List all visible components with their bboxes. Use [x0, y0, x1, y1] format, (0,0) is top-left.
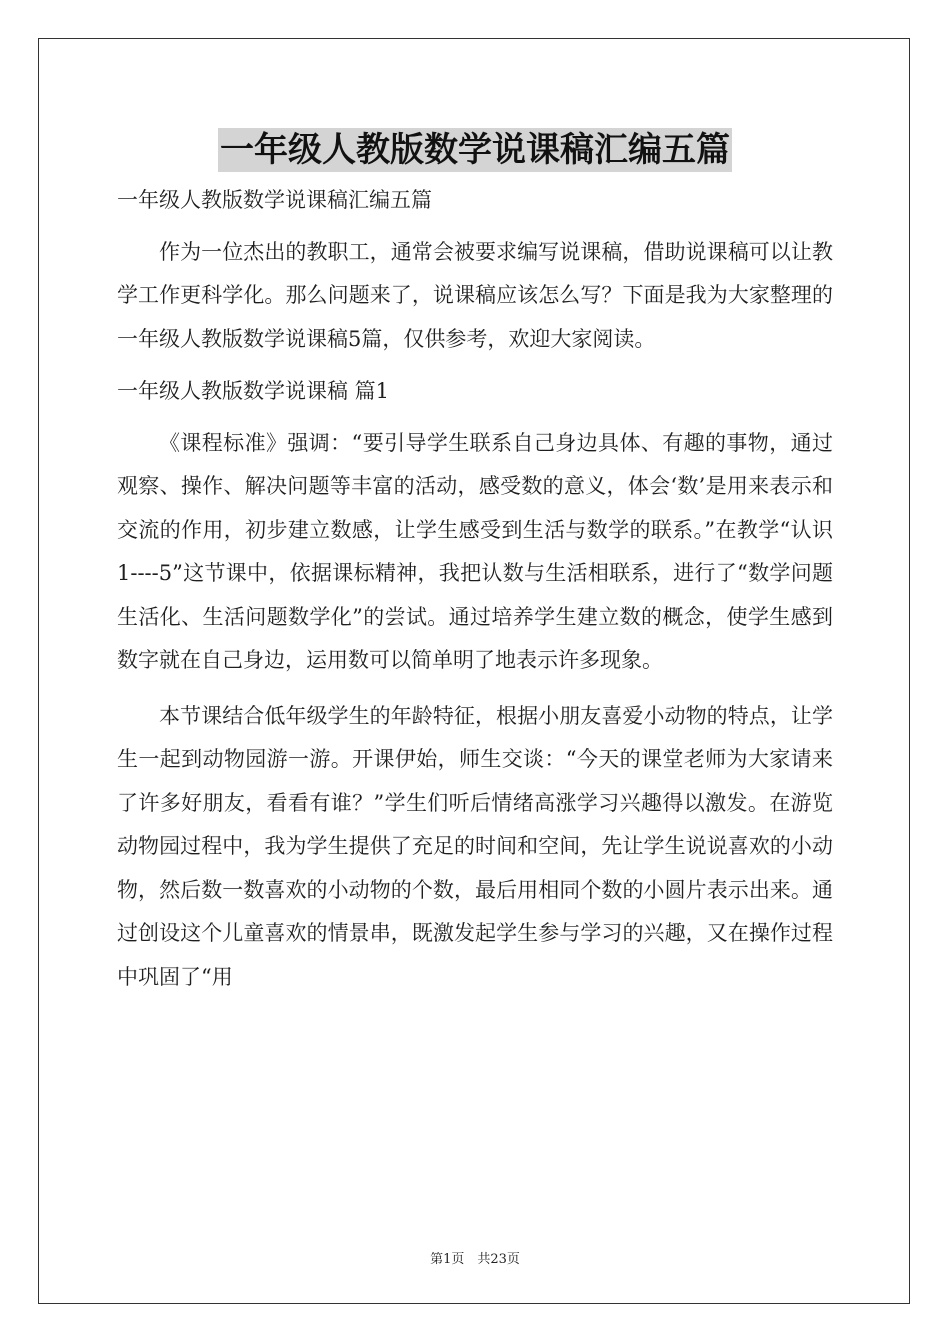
section-heading: 一年级人教版数学说课稿 篇1	[117, 379, 390, 403]
body-paragraph-1: 《课程标准》强调：“要引导学生联系自己身边具体、有趣的事物，通过观察、操作、解决问题等丰富的活动，感受数的意义，体会‘数’是用来表示和交流的作用，初步建立数感，让学生感受到生活与数学的联系。”在教学“认识1----5”这节课中，依据课标精神，我把认数与生活相联系，进行了“数学问题生活化、生活问题数学化”的尝试。通过培养学生建立数的概念，使学生感到数字就在自己身边，运用数可以简单明了地表示许多现象。	[117, 430, 833, 672]
page-footer: 第1页 共23页	[430, 1252, 520, 1267]
document-body	[117, 182, 833, 1011]
document-title: 一年级人教版数学说课稿汇编五篇	[220, 130, 730, 170]
title-area	[0, 128, 950, 172]
body-paragraph-2: 本节课结合低年级学生的年龄特征，根据小朋友喜爱小动物的特点，让学生一起到动物园游一游。开课伊始，师生交谈：“今天的课堂老师为大家请来了许多好朋友，看看有谁？”学生们听后情绪高涨学习兴趣得以激发。在游览动物园过程中，我为学生提供了充足的时间和空间，先让学生说说喜欢的小动物，然后数一数喜欢的小动物的个数，最后用相同个数的小圆片表示出来。通过创设这个儿童喜欢的情景串，既激发起学生参与学习的兴趣，又在操作过程中巩固了“用	[117, 703, 833, 989]
intro-paragraph: 作为一位杰出的教职工，通常会被要求编写说课稿，借助说课稿可以让教学工作更科学化。那么问题来了，说课稿应该怎么写？下面是我为大家整理的一年级人教版数学说课稿5篇，仅供参考，欢迎大家阅读。	[117, 239, 833, 351]
subtitle-line: 一年级人教版数学说课稿汇编五篇	[117, 188, 432, 212]
